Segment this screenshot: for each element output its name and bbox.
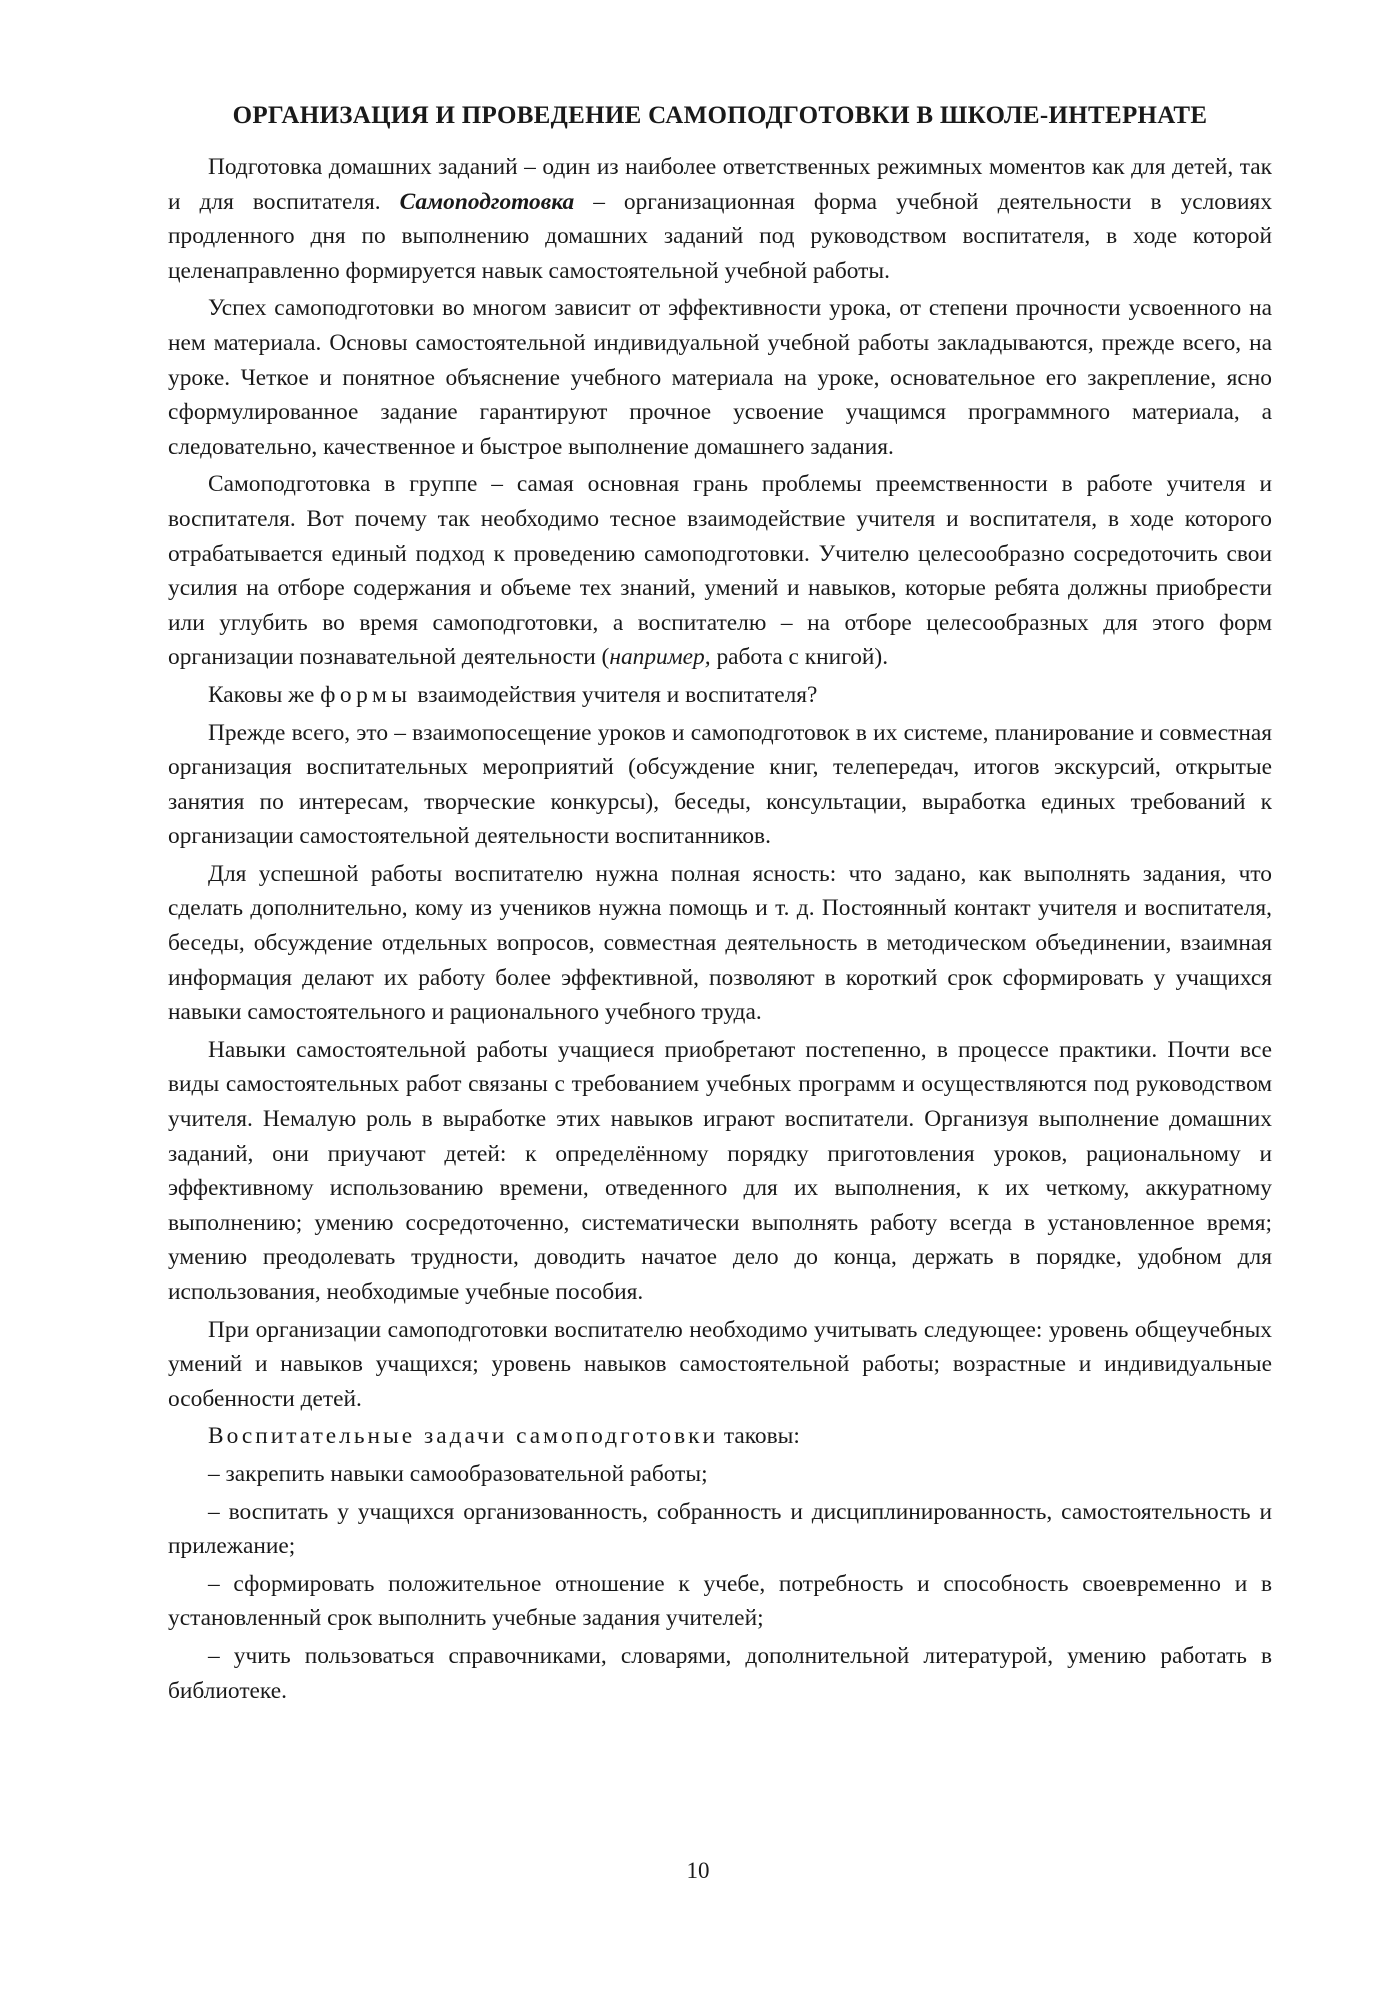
- paragraph-3-end: работа с книгой).: [710, 644, 889, 671]
- list-item: – закрепить навыки самообразовательной работы;: [208, 1460, 708, 1487]
- list-item: – сформировать положительное отношение к учебе, потребность и способность своевременно и в установленный срок выполнить учебные задания учителей;: [168, 1570, 1272, 1632]
- tasks-heading: [168, 1419, 1272, 1454]
- paragraph-5: Прежде всего, это – взаимопосещение уроков и самоподготовок в их системе, планирование и совместная организация воспитательных мероприятий (обсуждение книг, телепередач, итогов экскурсий, открытые занятия по интересам, творческие конкурсы), беседы, консультации, выработка единых требований к организации самостоятельной деятельности воспитанников.: [168, 719, 1272, 850]
- example-word: например,: [609, 644, 711, 671]
- paragraph-4-end: взаимодействия учителя и воспитателя?: [411, 681, 818, 708]
- body-text: [168, 150, 1272, 1708]
- page-title: ОРГАНИЗАЦИЯ И ПРОВЕДЕНИЕ САМОПОДГОТОВКИ В ШКОЛЕ-ИНТЕРНАТЕ: [232, 102, 1208, 129]
- paragraph-3: [168, 467, 1272, 675]
- tasks-heading-rest: таковы:: [718, 1423, 800, 1450]
- paragraph-3-start: Самоподготовка в группе – самая основная грань проблемы преемственности в работе учителя и воспитателя. Вот почему так необходимо тесное взаимодействие учителя и воспитателя, в ходе которого отрабатывается единый подход к проведению самоподготовки. Учителю целесообразно сосредоточить свои усилия на отборе содержания и объеме тех знаний, умений и навыков, которые ребята должны приобрести или углубить во время самоподготовки, а воспитателю – на отборе целесообразных для этого форм организации познавательной деятельности (: [168, 471, 1272, 671]
- list-item: – воспитать у учащихся организованность, собранность и дисциплинированность, самостоятельность и прилежание;: [168, 1498, 1272, 1560]
- tasks-list: [168, 1457, 1272, 1708]
- paragraph-7: Навыки самостоятельной работы учащиеся приобретают постепенно, в процессе практики. Почти все виды самостоятельных работ связаны с требованием учебных программ и осуществляются под руководством учителя. Немалую роль в выработке этих навыков играют воспитатели. Организуя выполнение домашних заданий, они приучают детей: к определённому порядку приготовления уроков, рациональному и эффективному использованию времени, отведенного для их выполнения, к их четкому, аккуратному выполнению; умению сосредоточенно, систематически выполнять работу всегда в установленное время; умению преодолевать трудности, доводить начатое дело до конца, держать в порядке, удобном для использования, необходимые учебные пособия.: [168, 1036, 1272, 1305]
- tasks-heading-spaced: Воспитательные задачи самоподготовки: [208, 1423, 719, 1450]
- spaced-word-formy: формы: [320, 681, 412, 708]
- paragraph-2: Успех самоподготовки во многом зависит от эффективности урока, от степени прочности усвоенного на нем материала. Основы самостоятельной индивидуальной учебной работы закладываются, прежде всего, на уроке. Четкое и понятное объяснение учебного материала на уроке, основательное его закрепление, ясно сформулированное задание гарантируют прочное усвоение учащимся программного материала, а следовательно, качественное и быстрое выполнение домашнего задания.: [168, 295, 1272, 460]
- paragraph-8: При организации самоподготовки воспитателю необходимо учитывать следующее: уровень общеучебных умений и навыков учащихся; уровень навыков самостоятельной работы; возрастные и индивидуальные особенности детей.: [168, 1316, 1272, 1412]
- paragraph-4: [168, 678, 1272, 713]
- paragraph-1: [168, 150, 1272, 288]
- page-number: 10: [686, 1858, 710, 1883]
- paragraph-1-end: – организационная форма учебной деятельности в условиях продленного дня по выполнению домашних заданий под руководством воспитателя, в ходе которой целенаправленно формируется навык самостоятельной учебной работы.: [168, 188, 1273, 284]
- list-item: – учить пользоваться справочниками, словарями, дополнительной литературой, умению работать в библиотеке.: [168, 1642, 1272, 1704]
- paragraph-1-start: Подготовка домашних заданий – один из наиболее ответственных режимных моментов как для детей, так и для воспитателя.: [168, 154, 1272, 215]
- paragraph-6: Для успешной работы воспитателю нужна полная ясность: что задано, как выполнять задания, что сделать дополнительно, кому из учеников нужна помощь и т. д. Постоянный контакт учителя и воспитателя, беседы, обсуждение отдельных вопросов, совместная деятельность в методическом объединении, взаимная информация делают их работу более эффективной, позволяют в короткий срок сформировать у учащихся навыки самостоятельного и рационального учебного труда.: [168, 860, 1272, 1026]
- paragraph-4-start: Каковы же: [208, 681, 321, 708]
- term-samopodgotovka: Самоподготовка: [399, 188, 575, 215]
